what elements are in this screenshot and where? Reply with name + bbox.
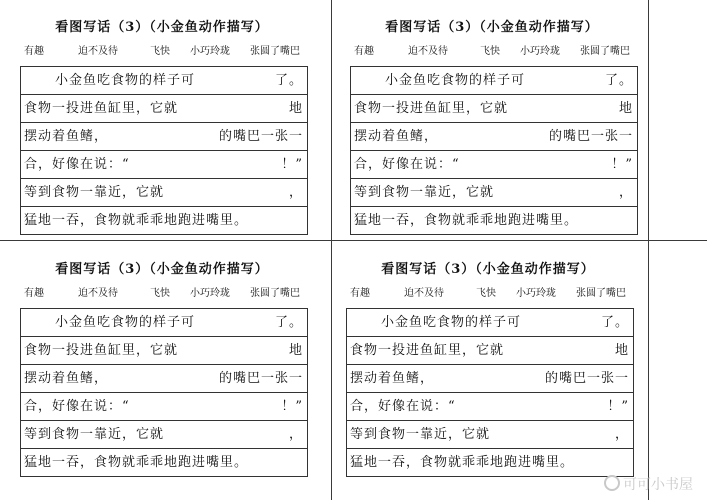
worksheet-card-top-left [12, 0, 312, 236]
writing-line [21, 207, 307, 235]
worksheet-card-top-right [342, 0, 642, 236]
writing-line [21, 337, 307, 365]
card-title: 看图写话（3）（小金鱼动作描写） [385, 20, 599, 35]
word-bank-item: 迫不及待 [404, 288, 444, 299]
line-end-text: 地 [288, 343, 303, 358]
writing-line [347, 393, 633, 421]
word-bank-item: 张圆了嘴巴 [580, 46, 630, 57]
writing-box [20, 308, 308, 477]
writing-line [347, 449, 633, 477]
word-bank-item: 有趣 [24, 288, 44, 299]
word-bank-item: 有趣 [24, 46, 44, 57]
line-end-text: ！” [281, 157, 303, 172]
line-text: 摆动着鱼鳍， [24, 371, 109, 386]
line-text: 摆动着鱼鳍， [350, 371, 435, 386]
word-bank-item: 飞快 [480, 46, 500, 57]
word-bank-item: 迫不及待 [78, 288, 118, 299]
writing-box [20, 66, 308, 235]
writing-line [21, 123, 307, 151]
line-text: 食物一投进鱼缸里，它就 [354, 101, 509, 116]
word-bank-item: 飞快 [150, 46, 170, 57]
line-end-text: ， [614, 427, 629, 442]
line-end-text: 了。 [600, 315, 629, 330]
card-title: 看图写话（3）（小金鱼动作描写） [381, 262, 595, 277]
line-end-text: 地 [288, 101, 303, 116]
line-end-text: ！” [611, 157, 633, 172]
line-text: 小金鱼吃食物的样子可 [385, 73, 526, 88]
line-text: 猛地一吞，食物就乖乖地跑进嘴里。 [24, 213, 249, 228]
watermark-text: 可可小书屋 [623, 477, 693, 493]
watermark-logo-icon [604, 475, 620, 491]
line-text: 合，好像在说：“ [354, 157, 460, 172]
right-edge-divider [648, 0, 649, 500]
writing-line [21, 309, 307, 337]
word-bank-item: 张圆了嘴巴 [250, 46, 300, 57]
line-text: 摆动着鱼鳍， [354, 129, 439, 144]
word-bank-item: 小巧玲珑 [520, 46, 560, 57]
line-text: 等到食物一靠近，它就 [354, 185, 495, 200]
word-bank-item: 张圆了嘴巴 [250, 288, 300, 299]
word-bank-item: 小巧玲珑 [190, 46, 230, 57]
line-text: 等到食物一靠近，它就 [350, 427, 491, 442]
line-text: 等到食物一靠近，它就 [24, 185, 165, 200]
writing-line [21, 365, 307, 393]
writing-line [21, 421, 307, 449]
line-end-text: ， [618, 185, 633, 200]
line-text: 合，好像在说：“ [350, 399, 456, 414]
watermark [604, 474, 693, 494]
writing-line [21, 179, 307, 207]
line-text: 小金鱼吃食物的样子可 [55, 315, 196, 330]
line-end-text: 的嘴巴一张一 [544, 371, 629, 386]
line-end-text: 了。 [274, 73, 303, 88]
card-title: 看图写话（3）（小金鱼动作描写） [55, 20, 269, 35]
line-text: 猛地一吞，食物就乖乖地跑进嘴里。 [354, 213, 579, 228]
line-text: 食物一投进鱼缸里，它就 [24, 101, 179, 116]
line-text: 食物一投进鱼缸里，它就 [350, 343, 505, 358]
writing-line [347, 337, 633, 365]
writing-line [351, 151, 637, 179]
word-bank-item: 小巧玲珑 [190, 288, 230, 299]
word-bank-item: 有趣 [354, 46, 374, 57]
line-end-text: 了。 [604, 73, 633, 88]
line-text: 小金鱼吃食物的样子可 [55, 73, 196, 88]
line-end-text: 地 [618, 101, 633, 116]
writing-box [346, 308, 634, 477]
line-end-text: ， [288, 185, 303, 200]
line-text: 合，好像在说：“ [24, 399, 130, 414]
line-end-text: ！” [281, 399, 303, 414]
word-bank-item: 小巧玲珑 [516, 288, 556, 299]
line-text: 小金鱼吃食物的样子可 [381, 315, 522, 330]
line-text: 猛地一吞，食物就乖乖地跑进嘴里。 [350, 455, 575, 470]
writing-line [21, 67, 307, 95]
writing-line [21, 95, 307, 123]
word-bank-item: 张圆了嘴巴 [576, 288, 626, 299]
line-text: 猛地一吞，食物就乖乖地跑进嘴里。 [24, 455, 249, 470]
line-text: 摆动着鱼鳍， [24, 129, 109, 144]
line-end-text: 的嘴巴一张一 [218, 129, 303, 144]
line-text: 合，好像在说：“ [24, 157, 130, 172]
line-end-text: 地 [614, 343, 629, 358]
writing-box [350, 66, 638, 235]
line-end-text: 了。 [274, 315, 303, 330]
word-bank-item: 飞快 [150, 288, 170, 299]
writing-line [21, 449, 307, 477]
writing-line [351, 207, 637, 235]
horizontal-divider [0, 240, 707, 241]
line-end-text: 的嘴巴一张一 [548, 129, 633, 144]
worksheet-card-bottom-left [12, 242, 312, 478]
line-end-text: 的嘴巴一张一 [218, 371, 303, 386]
writing-line [351, 123, 637, 151]
writing-line [351, 179, 637, 207]
writing-line [351, 67, 637, 95]
card-title: 看图写话（3）（小金鱼动作描写） [55, 262, 269, 277]
writing-line [347, 365, 633, 393]
word-bank-item: 迫不及待 [408, 46, 448, 57]
vertical-divider [331, 0, 332, 500]
line-text: 食物一投进鱼缸里，它就 [24, 343, 179, 358]
line-end-text: ， [288, 427, 303, 442]
writing-line [347, 421, 633, 449]
line-end-text: ！” [607, 399, 629, 414]
word-bank-item: 迫不及待 [78, 46, 118, 57]
writing-line [351, 95, 637, 123]
word-bank-item: 有趣 [350, 288, 370, 299]
writing-line [21, 393, 307, 421]
worksheet-card-bottom-right [338, 242, 638, 478]
writing-line [21, 151, 307, 179]
word-bank-item: 飞快 [476, 288, 496, 299]
writing-line [347, 309, 633, 337]
line-text: 等到食物一靠近，它就 [24, 427, 165, 442]
